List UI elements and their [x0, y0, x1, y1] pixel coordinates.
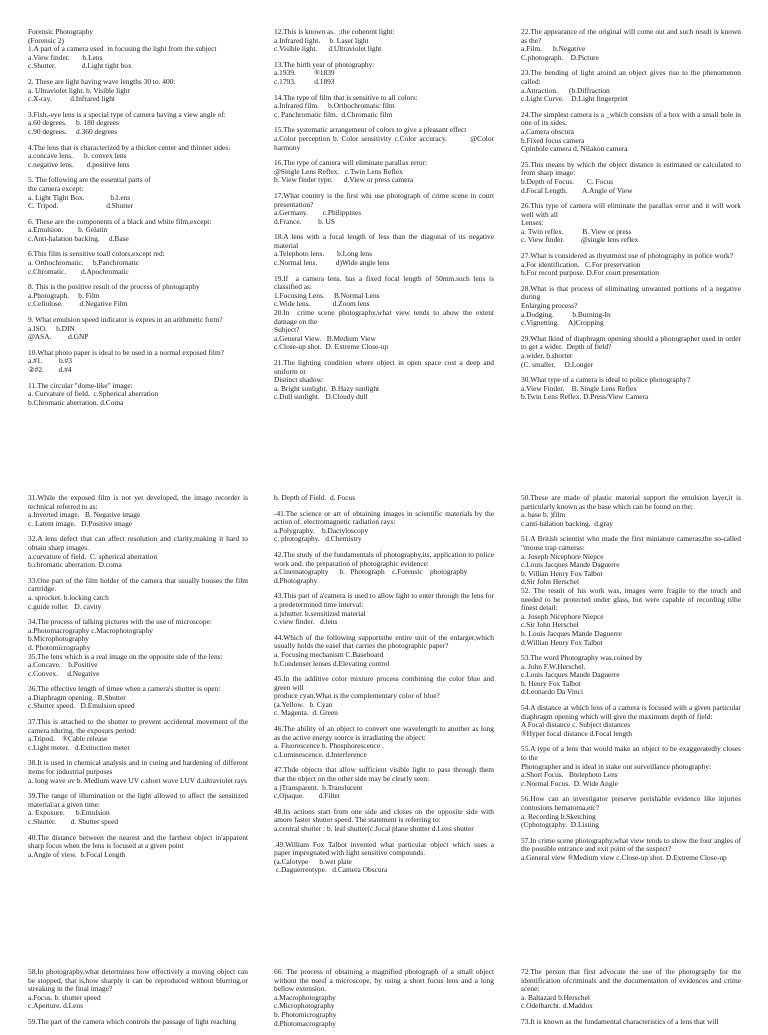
question-block: 46.The ability of an object to convert one wavelength to another as long as the active energy source is irradiating the object: a. Fluorescence b. Phosphorescence . c.Luminescence. d.Interference	[274, 724, 494, 759]
question-block: 39.The range of illumination or the light allowed to affect the sensitized material:at a given time: a. Exposure. b.Emulsion c.Shutter. d. Shutter speed	[28, 791, 248, 826]
question-block: 58.In photography,what determines how effectively a moving object can be stopped, that is,how sharply it can be reproduced without blurring,or streaking in the final image? a.Focus. b. shutter speed c.Aperture. d.Lens	[28, 967, 248, 1011]
question-block: 16.The type of camera will eliminate parallax error: @Single Lens Reflex. c.Twin Lens Reflex b. View finder type. d.View or press camera	[274, 158, 428, 185]
question-block: 51.A British scientist who made the first miniature cameras,the so-called "mouse trap cameras: a. Joseph Nicephore Niepce c.Louis Jacques Mande Daguerre b. Villian Henry Fox Talbot d.Sir John Herschel 52. The result of his work was, images were fragile to the touch and needed to be protected under glass, but were capable of recording tilhe finest detail: a. Joseph Nicephore Niepce c.Sir John Herschel b. Louis Jacques Mande Daguerre d.Willian Henry Fox Talbot	[521, 534, 741, 647]
question-block: 30.What type of a camera is ideal to police photography? a.View Finder. B. Single Lens Reflex b.Twin Lens Reflex. D.Press/View Camera	[521, 375, 691, 402]
question-block: 53.The word Photography was.coined by a. John F.W.Herschel. c.Louis Jacques Mande Daguerre b. Henry Fox Talbot d.Leonardo Da Vinci	[521, 653, 643, 697]
question-block: 22.The appearance of the original will come out and such result is known as the? a.Film. b.Negative C.photograph. D.Picture	[521, 27, 741, 62]
question-block: 24.The simplest camera is a _which consists of a box with a small hole in one of its sides. a.Camera obscura b.Fixed focus camera Cpinhole camera d. Nilakon camera	[521, 109, 741, 154]
column-s1-c3	[521, 28, 741, 409]
question-block: 15.The systematic arrangement of colors to give a pleasant effect a.Color perception b. Color sensitivity c.Color accuracy. @Color harmony	[274, 125, 494, 152]
question-block: 27.What is considered as thyutmost use of photography in police work? a.For identification. C.For preservation b.For record purpose. D.For court presentation	[521, 251, 734, 278]
question-block: 17.What country is the first whi use photograph of crime scene in court presentation? a.Germany. c.Philippines d.France. b. US	[274, 190, 494, 226]
question-block: 32.A lens defect that can affect resolution and clarity,making it hard to obtain sharp images. a.curvature of field. C. spherical aberration b.chromatic aberration. D.coma	[28, 534, 248, 570]
question-block: 5. The following are the essential parts of the camera except: a. Light Tight Box. b.Lens C. Tripod. d.Shutter	[28, 175, 151, 211]
column-s1-c2	[274, 28, 494, 409]
column-s3-c2	[274, 968, 494, 1035]
column-s2-c1	[28, 494, 248, 866]
question-block: 29.What lkind of diaphragm opening should a photographer used in order to get a wider. Depth of field? a.wider. b.shorter (C. smaller. D.Longer	[521, 333, 741, 369]
question-block: 13.The birth year of photography: a.1939. ®1839 c.1793. d.1893	[274, 59, 375, 86]
column-s2-c2	[274, 494, 494, 882]
question-block: 19.If a camera lens. has a fixed focal length of 50mm.such lens is classified as: 1.Focusing Lens. B.Normal Lens c.Wide lens. d.Zoom lens 20.In crime scene photography,what view tends to ahow the extent damage on the Subject? a.General View. B.Medium View c.Close-up shot. D. Extreme Close-up	[274, 273, 494, 352]
question-block: 66. The process of obtaining a magnified photograph of a small object without the usesf a microscope, by using a short focus lens and a long bellow extension. a.Macrophotography c.Microphotography b. Photomicrography d.Photomacrography	[274, 967, 494, 1028]
column-s1-c1	[28, 28, 248, 414]
question-block: 59.The part of the camera which controls the passage of light reaching	[28, 1016, 237, 1026]
question-block: 21.The lighting condition where object in open space cost a deep and uniform or Distinct shadow: a. Bright sunlight. B.Hazy sunlight c.Dull sunlight. D.Cloudy dull	[274, 358, 494, 402]
question-block: 44.Which of the following supportsthe entire unit of the enlarger,which usually holds the easel that carries the photographic paper? a. Focusing mechanism C.Baseboard b.Condenser lenses d.Elevating control	[274, 632, 494, 668]
question-block: 45.In the additive color mixture process combining the color blue and green will produce cyan.What is the complementary color of blue? (a.Yellow. b. Cyan c. Magenta. d. Green	[274, 674, 494, 718]
question-block: 47.Thde objects that allow sufficient visible light to pass through them that the object on the other side may be clearly seen: a.)Transparent. b.Translucent c,Opaque. d.Filter	[274, 765, 494, 801]
question-block: 12.This is known as. ;the coherent light: a.Infrared light. b. Laser light c.Visible light. d.Ultraviolet light	[274, 27, 395, 54]
question-block: 40.The distance between the nearest and the farthest object in'apparent sharp focus when the lens is focused at a given point a.Angle of view. b.Focal Length	[28, 832, 248, 859]
question-block: 38.It is used in chemical analysis and in curing and hardening of different items for industrial purposes a. long wave uv b. Medium wave UV c.short wave LUV d.ultraviolet rays	[28, 758, 248, 785]
question-block: 73.It is known as the fundamental characteristics of a lens that will	[521, 1016, 719, 1026]
question-block: 26.This type of camera will eliminate the parallax error and it will work well with all Lenses: a. Twin reflex. B. View or press c. View finder. @single lens reflex	[521, 201, 741, 245]
question-block: 6. These are the components of a black and white film,except: a.Emulsion. b. Gelatin c.Anti-halation backing. d.Base	[28, 216, 212, 243]
question-block: 33.One part of the film holder of the camera that usually houses the film cartridge. a. sprocket. b.locking catch c.guide roller. D. cavity	[28, 575, 248, 611]
question-block: 9. What emulsion speed indicator is expres in an arithmetic form? a.ISO. b.DIN @ASA. d.GNP	[28, 315, 223, 342]
question-block: b. Depth of Field. d. Focus	[274, 493, 356, 502]
column-s2-c3	[521, 494, 741, 870]
question-block: 4.The lens that is characterized by a thicker center and thinner sides: a.concave lens. b. convex lens c.negative lens. d.positive lens	[28, 142, 231, 169]
question-block: 43.This part of a'camera is used to allow light to enter through the lens for a predetermined time interval: a.)shutter. b.sensitized material c.view finder. d.lens	[274, 591, 494, 627]
question-block: 3.Fish,-eye lens is a special type of camera having a view angle of: a.60 degrees. b. 180 degrees c.90 degrees. d.360 degrees	[28, 109, 226, 136]
question-block: 11.The circular "dome-like" image: a. Curvature of field. c.Spherical aberration b.Chromatic aberration. d.Coma	[28, 380, 159, 407]
question-block: 57.In crime scene photography,what view tends to show the four angles of the possible entrance and exit point of the suspect? a.General view ®Medium view c.Close-up shot. D.Extreme Close-up	[521, 835, 741, 862]
question-block: 8. This is the positive result of the process of photography a.Photograph. b. Film c.Cellulose. d.Negative Film	[28, 282, 200, 309]
question-block: 10.What photo paper is ideal to be used in a normal exposed film? a.#1. b.#3 ②#2. d.#4	[28, 347, 225, 374]
question-block: 18.A lens with a focal length of less than the diagonal of its negative material a.Telephoto lens. b.Long lens c.Normal lens. d)Wide angle lens	[274, 232, 494, 268]
question-block: 54.A distance at which lens of a camera is focused with a given particular diaphragm opening which will give the maximum depth of field: A Focal distance c. Subject distances ®Hyper focal distance d.Focal length	[521, 703, 741, 738]
question-block: 36.The effective length of timee when a camera's shutter is open: a.Diaphragm opening. B.Shutter c.Shutter speed. D.Emulsion speed	[28, 684, 221, 711]
question-block: Forensic Photography (Forensic 2) 1.A part of a camera used in focusing the light from the subject a.View finder. b.Lens c.Shutter. d.Light tight box	[28, 27, 217, 71]
question-block: 31.While the exposed film is not yet developed, the image recorder is technical referred to as: a.Inverted image. B. Negative image c. Latent image. D.Positive image	[28, 493, 248, 528]
question-block: 55.A type of a lens that would make an object to be exaggeratedly closes to the Photographer and is ideal in stake out surveillance photography: a.Short Focus. Btelephoto Lens c.Normal Focus. D. Wide Angle	[521, 744, 741, 788]
question-block: 23.The bending of light aroind an object gives rise to the phenomenon called: a.Attraction. (b.Diffraction c.Light Curve. D.Light fingerprint	[521, 68, 741, 104]
question-block: .49.William Fox Talbot invented what particular object which uses a paper impregnated with light sensitive compounds. (a.Calotype b.wet plate c.Daguerreotype. d.Camera Obscura	[274, 839, 494, 875]
question-block: 34.The process of talking pictures with the use of microscope: a.Photomacrography c.Macrophotography b.Microphotography d. Photomicrography 35.The lens which is a real image on the opposite side of the lens: a.Concave. b.Positive c.Convex. d.Negative	[28, 617, 223, 678]
question-block: 28.What is that process of eliminating unwanted portions of a negative during Enlarging process? a.Dodging. b.Burning-In c.Vignetting. A)Cropping	[521, 283, 741, 328]
question-block: 25.This means by which the object distance is estimated or calculated to from sharp image: b.Depth of Focus. C. Focus d.Focal Length. A.Angle of View	[521, 159, 741, 195]
question-block: 37.This is attached to the shutter to prevent accidental movement of the camera tduring. the exposurs period: a.Tripod. ®Cable release c.Light meter. d.Extinction meter	[28, 717, 248, 752]
question-block: 6.This film is sensitive toall colors,except red: a. Orthochromatic. b.Panchromatic c.Chromatic. d.Apochromatic	[28, 249, 165, 276]
question-block: 48.Its actions start from one side and closes on the opposite side with amore faster shutter speed. The statement is referring to: a.central shutter : b. leaf shutter(c.Jocal plane shutter d.Lens shutter	[274, 806, 494, 833]
question-block: 42.The study of the fundamentals of photography,its, application to police work and. the preparation of photographic evidence: a.Cinematography b. Photograph c.Forensic photography d.Photography	[274, 549, 494, 585]
question-block: 50.These are made of plastic material support the emulsion layer,it is particularly known as the base which can be found on the; a. base b. )film c.anti-halation backing. d.gray	[521, 493, 741, 528]
question-block: 56.How can an investigator preserve perishable evidence like injuries contusions hematoma,etc? a. Recording b.Sketching (Cphotography. D.Listing	[521, 794, 741, 830]
question-block: 2. These are light having wave lengths 30 to. 400: a. Ultraviolet light. b. Visible light c.X-ray. d.Infrared light	[28, 76, 176, 104]
question-block: 72.The person that first advocate the use of the photography for the identification ofcriminals and the documentation of evidences and crime scene: a. Baltazard b.Herschel c.Odelbarcht. d.Maddox	[521, 967, 741, 1011]
question-block: 14.The type of film that is sensitive to all colors: a.Infrared film. b.Orthochromatic film c. Panchromatic film. d.Chromatic film	[274, 92, 418, 119]
question-block: -41.The science or art of obtaining images in scientific materials by the action of. electromagnetic radiation rays: a.Polygraphy. b.Dactyloscopy c. photography. d.Chemistry	[274, 508, 494, 544]
